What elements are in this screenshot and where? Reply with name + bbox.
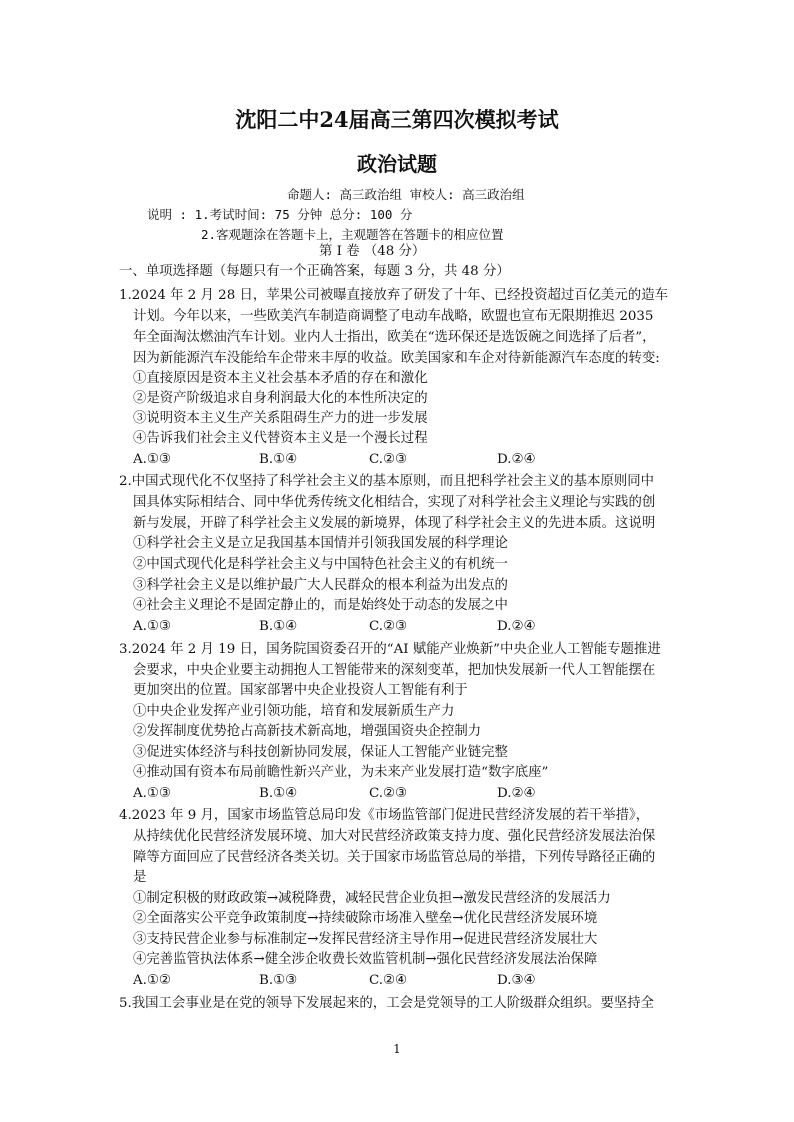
q4-option-d[interactable]: D.③④ — [497, 973, 536, 988]
q1-item: ③说明资本主义生产关系阻碍生产力的进一步发展 — [133, 411, 428, 426]
exam-note-2: 2.客观题涂在答题卡上，主观题答在答题卡的相应位置 — [201, 227, 504, 242]
q3-option-b[interactable]: B.①④ — [259, 786, 298, 801]
q3-option-c[interactable]: C.②③ — [369, 786, 408, 801]
q2-stem-line: 国具体实际相结合、同中华优秀传统文化相结合，实现了对科学社会主义理论与实践的创 — [133, 495, 656, 510]
q1-stem-line: 年全面淘汰燃油汽车计划。业内人士指出，欧美在“选环保还是选饭碗之间选择了后者”， — [133, 330, 656, 345]
q3-item: ②发挥制度优势抢占高新技术新高地，增强国资央企控制力 — [133, 724, 482, 739]
authors-line: 命题人: 高三政治组 审校人: 高三政治组 — [287, 187, 525, 202]
q2-option-b[interactable]: B.①④ — [259, 619, 298, 634]
q1-option-b[interactable]: B.①④ — [259, 452, 298, 467]
q2-item: ③科学社会主义是以维护最广大人民群众的根本利益为出发点的 — [133, 578, 508, 593]
section-heading: 一、单项选择题（每题只有一个正确答案，每题 3 分，共 48 分） — [119, 264, 510, 279]
q2-stem-line: 新与发展，开辟了科学社会主义发展的新境界，体现了科学社会主义的先进本质。这说明 — [133, 516, 656, 531]
q4-stem-line: 从持续优化民营经济发展环境、加大对民营经济政策支持力度、强化民营经济发展法治保 — [133, 829, 656, 844]
q4-option-c[interactable]: C.②④ — [369, 973, 408, 988]
q4-option-b[interactable]: B.①③ — [259, 973, 298, 988]
q2-option-d[interactable]: D.②④ — [497, 619, 536, 634]
q4-item: ①制定积极的财政政策→减税降费，减轻民营企业负担→激发民营经济的发展活力 — [133, 891, 611, 906]
q3-item: ④推动国有资本布局前瞻性新兴产业，为未来产业发展打造“数字底座” — [133, 765, 549, 780]
q2-stem-line: 2.中国式现代化不仅坚持了科学社会主义的基本原则，而且把科学社会主义的基本原则同中 — [119, 474, 655, 489]
q2-option-c[interactable]: C.②③ — [369, 619, 408, 634]
q1-item: ①直接原因是资本主义社会基本矛盾的存在和激化 — [133, 371, 428, 386]
q3-stem-line: 更加突出的位置。国家部署中央企业投资人工智能有利于 — [133, 683, 468, 698]
q4-option-a[interactable]: A.①② — [133, 973, 171, 988]
q4-item: ③支持民营企业参与标准制定→发挥民营经济主导作用→促进民营经济发展壮大 — [133, 932, 598, 947]
q4-stem-line: 障等方面回应了民营经济各类关切。关于国家市场监管总局的举措，下列传导路径正确的 — [133, 850, 656, 865]
q1-item: ④告诉我们社会主义代替资本主义是一个漫长过程 — [133, 431, 428, 446]
q4-item: ④完善监管执法体系→健全涉企收费长效监管机制→强化民营经济发展法治保障 — [133, 952, 598, 967]
q4-stem-line: 4.2023 年 9 月，国家市场监管总局印发《市场监管部门促进民营经济发展的若干举措》， — [119, 808, 650, 823]
q1-option-a[interactable]: A.①③ — [133, 452, 171, 467]
q1-item: ②是资产阶级追求自身利润最大化的本性所决定的 — [133, 391, 428, 406]
q3-option-a[interactable]: A.①③ — [133, 786, 171, 801]
exam-subtitle: 政治试题 — [357, 152, 437, 176]
q2-item: ②中国式现代化是科学社会主义与中国特色社会主义的有机统一 — [133, 557, 508, 572]
q1-option-c[interactable]: C.②③ — [369, 452, 408, 467]
q2-option-a[interactable]: A.①③ — [133, 619, 171, 634]
q3-option-d[interactable]: D.②④ — [497, 786, 536, 801]
q1-stem-line: 因为新能源汽车没能给车企带来丰厚的收益。欧美国家和车企对待新能源汽车态度的转变: — [133, 351, 660, 366]
q2-item: ④社会主义理论不是固定静止的，而是始终处于动态的发展之中 — [133, 598, 508, 613]
q3-item: ①中央企业发挥产业引领功能，培育和发展新质生产力 — [133, 704, 455, 719]
q4-item: ②全面落实公平竞争政策制度→持续破除市场准入壁垒→优化民营经济发展环境 — [133, 911, 598, 926]
exam-title: 沈阳二中24届高三第四次模拟考试 — [235, 107, 559, 132]
part-heading: 第 Ⅰ 卷 （48 分） — [319, 244, 426, 259]
q1-stem-line: 计划。今年以来，一些欧美汽车制造商调整了电动车战略，欧盟也宣布无限期推迟 2035 — [133, 309, 654, 324]
page-number: 1 — [393, 1042, 401, 1056]
q5-stem-line: 5.我国工会事业是在党的领导下发展起来的，工会是党领导的工人阶级群众组织。要坚持全 — [119, 996, 655, 1011]
exam-note-1: 说明 : 1.考试时间: 75 分钟 总分: 100 分 — [147, 207, 413, 222]
q1-option-d[interactable]: D.②④ — [497, 452, 536, 467]
q3-item: ③促进实体经济与科技创新协同发展，保证人工智能产业链完整 — [133, 745, 508, 760]
q1-stem-line: 1.2024 年 2 月 28 日，苹果公司被曝直接放弃了研发了十年、已经投资超过百亿美元的造车 — [119, 288, 668, 303]
q2-item: ①科学社会主义是立足我国基本国情并引领我国发展的科学理论 — [133, 536, 508, 551]
q3-stem-line: 3.2024 年 2 月 19 日，国务院国资委召开的“AI 赋能产业焕新”中央企业人工智能专题推进 — [119, 642, 661, 657]
q4-stem-line: 是 — [133, 870, 147, 885]
q3-stem-line: 会要求，中央企业要主动拥抱人工智能带来的深刻变革，把加快发展新一代人工智能摆在 — [133, 663, 656, 678]
